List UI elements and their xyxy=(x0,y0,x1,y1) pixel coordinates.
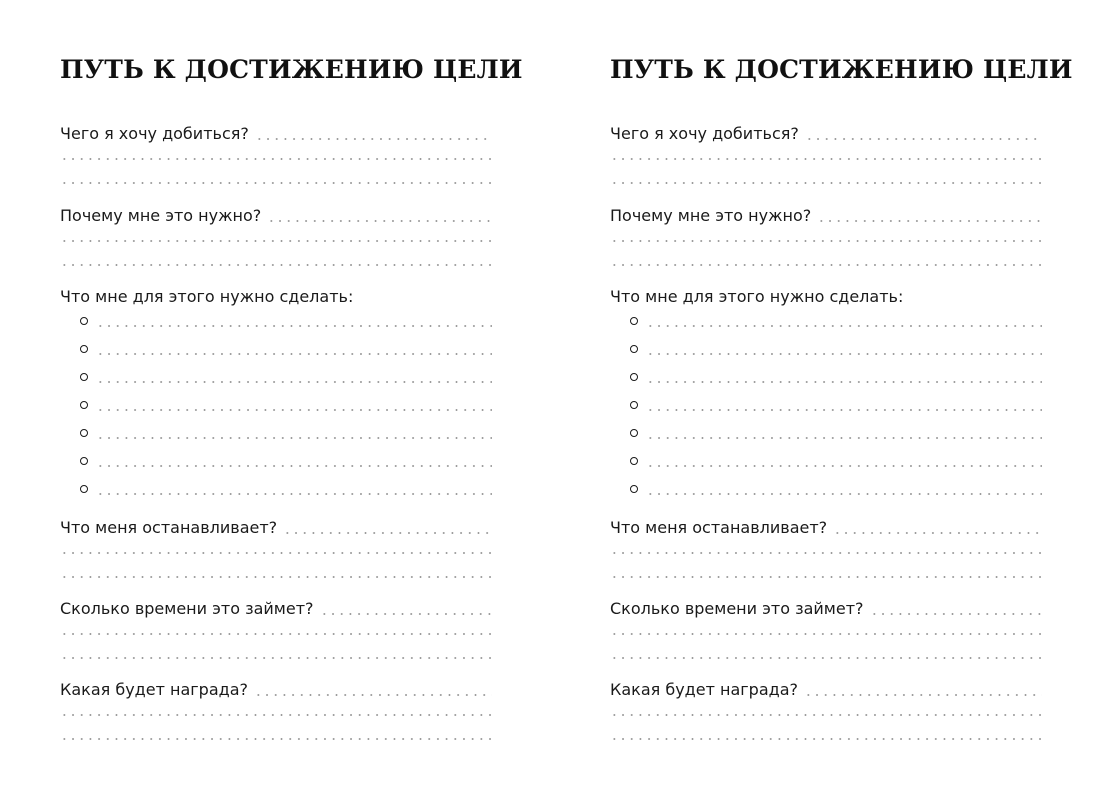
reward-question-label: Какая будет награда? xyxy=(60,680,248,699)
reward-question-row[interactable] xyxy=(610,676,1042,700)
answer-dotted-line[interactable] xyxy=(60,182,492,184)
todo-question-label: Что мне для этого нужно сделать: xyxy=(60,287,354,306)
time-question-row[interactable] xyxy=(60,595,492,619)
circle-bullet-icon[interactable] xyxy=(80,485,88,493)
answer-dotted-line[interactable] xyxy=(646,437,1042,439)
why-question-row[interactable] xyxy=(60,202,492,226)
answer-dotted-line[interactable] xyxy=(610,633,1042,635)
answer-dotted-line[interactable] xyxy=(610,657,1042,659)
circle-bullet-icon[interactable] xyxy=(630,401,638,409)
answer-dotted-line[interactable] xyxy=(60,714,492,716)
answer-dotted-line[interactable] xyxy=(610,552,1042,554)
answer-dotted-line[interactable] xyxy=(610,182,1042,184)
why-question-label: Почему мне это нужно? xyxy=(60,206,262,225)
circle-bullet-icon[interactable] xyxy=(80,317,88,325)
circle-bullet-icon[interactable] xyxy=(630,317,638,325)
reward-question-label: Какая будет награда? xyxy=(610,680,798,699)
answer-dotted-line[interactable] xyxy=(96,465,492,467)
answer-dotted-line[interactable] xyxy=(60,264,492,266)
circle-bullet-icon[interactable] xyxy=(630,373,638,381)
circle-bullet-icon[interactable] xyxy=(630,457,638,465)
answer-dotted-line[interactable] xyxy=(646,325,1042,327)
answer-dotted-line[interactable] xyxy=(60,738,492,740)
todo-item[interactable] xyxy=(80,395,492,415)
answer-dotted-line[interactable] xyxy=(96,493,492,495)
circle-bullet-icon[interactable] xyxy=(630,345,638,353)
answer-dotted-line[interactable] xyxy=(60,657,492,659)
circle-bullet-icon[interactable] xyxy=(80,429,88,437)
todo-item[interactable] xyxy=(80,479,492,499)
why-question-row[interactable] xyxy=(610,202,1042,226)
circle-bullet-icon[interactable] xyxy=(80,373,88,381)
answer-dotted-line[interactable] xyxy=(254,694,492,696)
goal-question-row[interactable] xyxy=(60,120,492,144)
answer-dotted-line[interactable] xyxy=(96,381,492,383)
todo-item[interactable] xyxy=(80,451,492,471)
page-title: ПУТЬ К ДОСТИЖЕНИЮ ЦЕЛИ xyxy=(60,55,523,84)
answer-dotted-line[interactable] xyxy=(646,493,1042,495)
answer-dotted-line[interactable] xyxy=(96,409,492,411)
answer-dotted-line[interactable] xyxy=(805,138,1042,140)
obstacles-question-row[interactable] xyxy=(610,514,1042,538)
answer-dotted-line[interactable] xyxy=(60,158,492,160)
answer-dotted-line[interactable] xyxy=(833,532,1042,534)
answer-dotted-line[interactable] xyxy=(646,465,1042,467)
todo-item[interactable] xyxy=(630,395,1042,415)
todo-item[interactable] xyxy=(630,423,1042,443)
worksheet-page-right xyxy=(610,0,1073,797)
answer-dotted-line[interactable] xyxy=(646,353,1042,355)
circle-bullet-icon[interactable] xyxy=(630,429,638,437)
circle-bullet-icon[interactable] xyxy=(630,485,638,493)
answer-dotted-line[interactable] xyxy=(610,576,1042,578)
todo-question-label: Что мне для этого нужно сделать: xyxy=(610,287,904,306)
answer-dotted-line[interactable] xyxy=(817,220,1042,222)
answer-dotted-line[interactable] xyxy=(60,576,492,578)
goal-question-label: Чего я хочу добиться? xyxy=(60,124,249,143)
answer-dotted-line[interactable] xyxy=(804,694,1042,696)
circle-bullet-icon[interactable] xyxy=(80,401,88,409)
answer-dotted-line[interactable] xyxy=(283,532,492,534)
circle-bullet-icon[interactable] xyxy=(80,345,88,353)
answer-dotted-line[interactable] xyxy=(96,353,492,355)
answer-dotted-line[interactable] xyxy=(60,240,492,242)
answer-dotted-line[interactable] xyxy=(610,264,1042,266)
goal-question-row[interactable] xyxy=(610,120,1042,144)
todo-item[interactable] xyxy=(630,311,1042,331)
todo-question-row xyxy=(60,283,492,307)
answer-dotted-line[interactable] xyxy=(96,325,492,327)
todo-item[interactable] xyxy=(80,423,492,443)
time-question-label: Сколько времени это займет? xyxy=(60,599,314,618)
obstacles-question-label: Что меня останавливает? xyxy=(610,518,828,537)
circle-bullet-icon[interactable] xyxy=(80,457,88,465)
worksheet-page-left xyxy=(60,0,523,797)
answer-dotted-line[interactable] xyxy=(646,381,1042,383)
todo-item[interactable] xyxy=(630,479,1042,499)
answer-dotted-line[interactable] xyxy=(870,613,1042,615)
time-question-row[interactable] xyxy=(610,595,1042,619)
answer-dotted-line[interactable] xyxy=(255,138,492,140)
answer-dotted-line[interactable] xyxy=(646,409,1042,411)
why-question-label: Почему мне это нужно? xyxy=(610,206,812,225)
answer-dotted-line[interactable] xyxy=(610,738,1042,740)
todo-question-row xyxy=(610,283,1042,307)
answer-dotted-line[interactable] xyxy=(60,633,492,635)
answer-dotted-line[interactable] xyxy=(267,220,492,222)
reward-question-row[interactable] xyxy=(60,676,492,700)
answer-dotted-line[interactable] xyxy=(610,714,1042,716)
goal-question-label: Чего я хочу добиться? xyxy=(610,124,799,143)
answer-dotted-line[interactable] xyxy=(320,613,492,615)
time-question-label: Сколько времени это займет? xyxy=(610,599,864,618)
answer-dotted-line[interactable] xyxy=(610,158,1042,160)
todo-item[interactable] xyxy=(80,339,492,359)
todo-item[interactable] xyxy=(630,367,1042,387)
todo-item[interactable] xyxy=(630,339,1042,359)
todo-item[interactable] xyxy=(80,311,492,331)
todo-item[interactable] xyxy=(80,367,492,387)
answer-dotted-line[interactable] xyxy=(60,552,492,554)
todo-item[interactable] xyxy=(630,451,1042,471)
answer-dotted-line[interactable] xyxy=(96,437,492,439)
obstacles-question-row[interactable] xyxy=(60,514,492,538)
page-title: ПУТЬ К ДОСТИЖЕНИЮ ЦЕЛИ xyxy=(610,55,1073,84)
obstacles-question-label: Что меня останавливает? xyxy=(60,518,278,537)
answer-dotted-line[interactable] xyxy=(610,240,1042,242)
